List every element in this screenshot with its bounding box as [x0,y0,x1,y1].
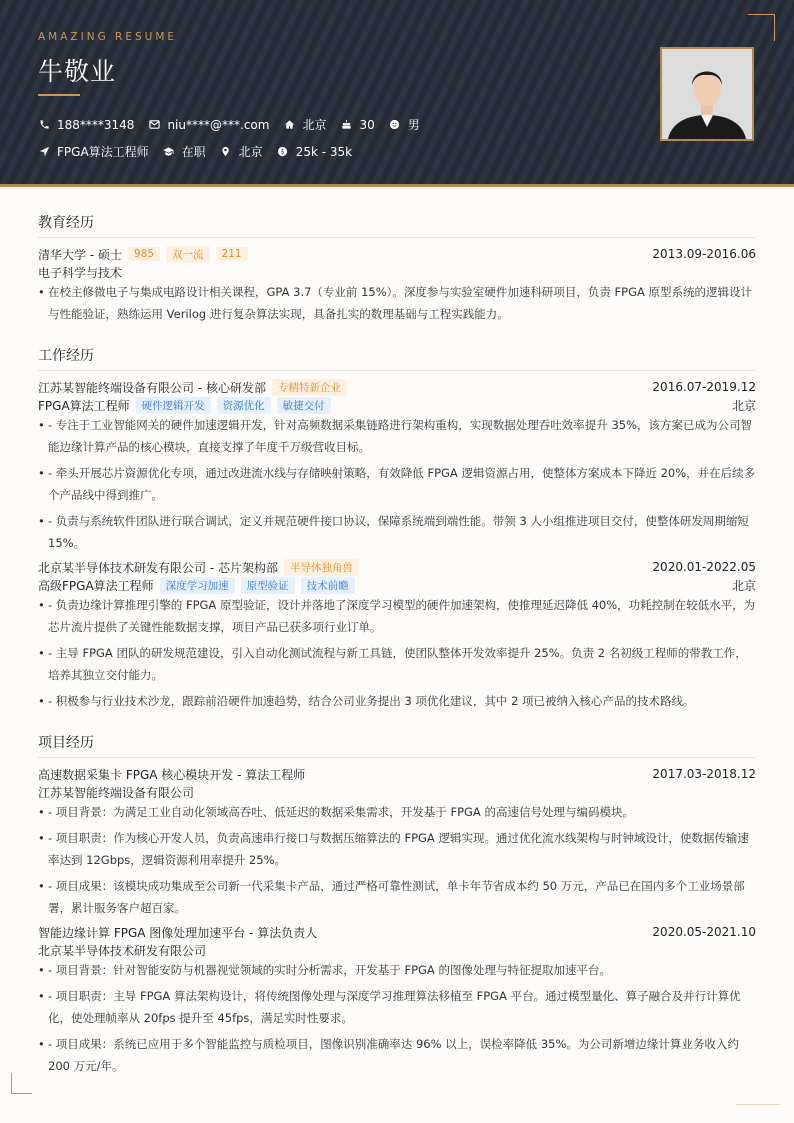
education-date: 2013.09-2016.06 [652,247,756,261]
contact-row [38,116,434,133]
status-text: 在职 [181,145,206,159]
school-badge: 双一流 [166,246,210,263]
home-text: 北京 [302,118,327,132]
age-info [340,118,374,132]
project-entry-head [38,765,756,783]
skill-badge: 敏捷交付 [277,397,331,414]
status-info [163,143,206,160]
send-icon [38,146,50,158]
project-entry-head [38,923,756,941]
job-intent-row [38,143,366,160]
decor-corner-bottom-left [11,1073,32,1094]
salary-info [277,145,352,159]
project-bullet: • - 项目职责：作为核心开发人员，负责高速串行接口与数据压缩算法的 FPGA 逻辑实现。通过优化流水线架构与时钟域设计，使数据传输速率达到 12Gbps，逻辑资源利用率提升 25%。 [38,827,756,871]
resume-tag: AMAZING RESUME [38,31,178,43]
skill-badge: 技术前瞻 [301,577,355,594]
job-date: 2016.07-2019.12 [652,380,756,394]
email-info [148,118,269,132]
company-badge: 半导体独角兽 [284,559,359,576]
education-bullet: • 在校主修微电子与集成电路设计相关课程，GPA 3.7（专业前 15%）。深度参与实验室硬件加速科研项目，负责 FPGA 原型系统的逻辑设计与性能验证，熟练运用 Verilog 进行复杂算法实现，具备扎实的数理基础与工程实践能力。 [38,281,756,325]
location-text: 北京 [238,145,263,159]
education-title: 教育经历 [38,212,756,238]
candidate-name: 牛敬业 [38,57,117,86]
location-icon [220,146,232,158]
job-role-row [38,576,756,594]
project-org: 北京某半导体技术研发有限公司 [38,943,207,958]
project-bullet: • - 项目背景：针对智能安防与机器视觉领域的实时分析需求，开发基于 FPGA 的图像处理与特征提取加速平台。 [38,959,756,981]
company-name: 江苏某智能终端设备有限公司 - 核心研发部 [38,380,266,395]
project-date: 2020.05-2021.10 [652,925,756,939]
skill-badge: 硬件逻辑开发 [136,397,211,414]
gender-text: 男 [407,118,420,132]
project-name: 高速数据采集卡 FPGA 核心模块开发 - 算法工程师 [38,767,306,782]
gender-info [389,116,420,133]
company-name: 北京某半导体技术研发有限公司 - 芯片架构部 [38,560,278,575]
gender-icon [389,119,401,131]
job-entry-head [38,558,756,576]
job-bullet: • - 负责与系统软件团队进行联合调试，定义并规范硬件接口协议，保障系统端到端性能。带领 3 人小组推进项目交付，使整体研发周期缩短 15%。 [38,510,756,554]
job-bullet: • - 负责边缘计算推理引擎的 FPGA 原型验证，设计并落地了深度学习模型的硬件加速架构，使推理延迟降低 40%，功耗控制在较低水平，为芯片流片提供了关键性能数据支撑，项目产品已获多项行业订单。 [38,594,756,638]
work-title: 工作经历 [38,345,756,371]
position-text: FPGA算法工程师 [57,145,149,159]
header-banner [0,0,794,187]
job-bullet: • - 牵头开展芯片资源优化专项，通过改进流水线与存储映射策略，有效降低 FPGA 逻辑资源占用，使整体方案成本下降近 20%，并在后续多个产品线中得到推广。 [38,462,756,506]
name-underline [38,94,80,96]
profile-photo [660,47,754,141]
phone-text: 188****3148 [57,117,135,132]
home-icon [283,119,295,131]
skill-badge: 深度学习加速 [160,577,235,594]
job-role: 高级FPGA算法工程师 [38,578,154,593]
job-date: 2020.01-2022.05 [652,560,756,574]
education-entry-head [38,245,756,263]
job-bullet: • - 专注于工业智能网关的硬件加速逻辑开发，针对高频数据采集链路进行架构重构，实现数据处理吞吐效率提升 35%，该方案已成为公司智能边缘计算产品的核心模块，直接支撑了年度千万级营收目标。 [38,414,756,458]
job-city: 北京 [731,398,756,413]
school-name: 清华大学 - 硕士 [38,247,122,262]
projects-title: 项目经历 [38,732,756,758]
education-major: 电子科学与技术 [38,265,123,280]
job-role-row [38,396,756,414]
project-bullet: • - 项目背景：为满足工业自动化领域高吞吐、低延迟的数据采集需求，开发基于 FPGA 的高速信号处理与编码模块。 [38,801,756,823]
position-info [38,143,149,160]
job-city: 北京 [731,578,756,593]
skill-badge: 原型验证 [241,577,295,594]
svg-text:$: $ [280,148,285,156]
project-org: 江苏某智能终端设备有限公司 [38,785,195,800]
mail-icon [148,119,160,131]
status-icon [163,146,175,158]
job-role: FPGA算法工程师 [38,398,130,413]
phone-icon [38,119,50,131]
decor-corner-top-right [748,14,775,41]
resume-body [38,200,756,1081]
phone-info [38,118,134,132]
project-bullet: • - 项目职责：主导 FPGA 算法架构设计，将传统图像处理与深度学习推理算法移植至 FPGA 平台。通过模型量化、算子融合及并行计算优化，使处理帧率从 20fps 提升至 45fps，满足实时性要求。 [38,985,756,1029]
email-text: niu****@***.com [167,117,270,132]
project-name: 智能边缘计算 FPGA 图像处理加速平台 - 算法负责人 [38,925,318,940]
school-badge: 211 [216,247,248,261]
location-info [220,143,263,160]
project-bullet: • - 项目成果：该模块成功集成至公司新一代采集卡产品，通过严格可靠性测试，单卡年节省成本约 50 万元，产品已在国内多个工业场景部署，累计服务客户超百家。 [38,875,756,919]
project-bullet: • - 项目成果：系统已应用于多个智能监控与质检项目，图像识别准确率达 96% 以上，误检率降低 35%。为公司新增边缘计算业务收入约 200 万元/年。 [38,1033,756,1077]
job-bullet: • - 积极参与行业技术沙龙，跟踪前沿硬件加速趋势，结合公司业务提出 3 项优化建议，其中 2 项已被纳入核心产品的技术路线。 [38,690,756,712]
job-bullet: • - 主导 FPGA 团队的研发规范建设，引入自动化测试流程与新工具链，使团队整体开发效率提升 25%。负责 2 名初级工程师的带教工作，培养其独立交付能力。 [38,642,756,686]
skill-badge: 资源优化 [217,397,271,414]
school-badge: 985 [128,247,160,261]
salary-icon [277,146,289,158]
company-badge: 专精特新企业 [272,379,347,396]
decor-line-bottom-right [736,1104,780,1105]
age-text: 30 [359,117,375,132]
salary-text: 25k - 35k [295,144,353,159]
project-date: 2017.03-2018.12 [652,767,756,781]
home-info [283,116,326,133]
cake-icon [340,119,352,131]
job-entry-head [38,378,756,396]
